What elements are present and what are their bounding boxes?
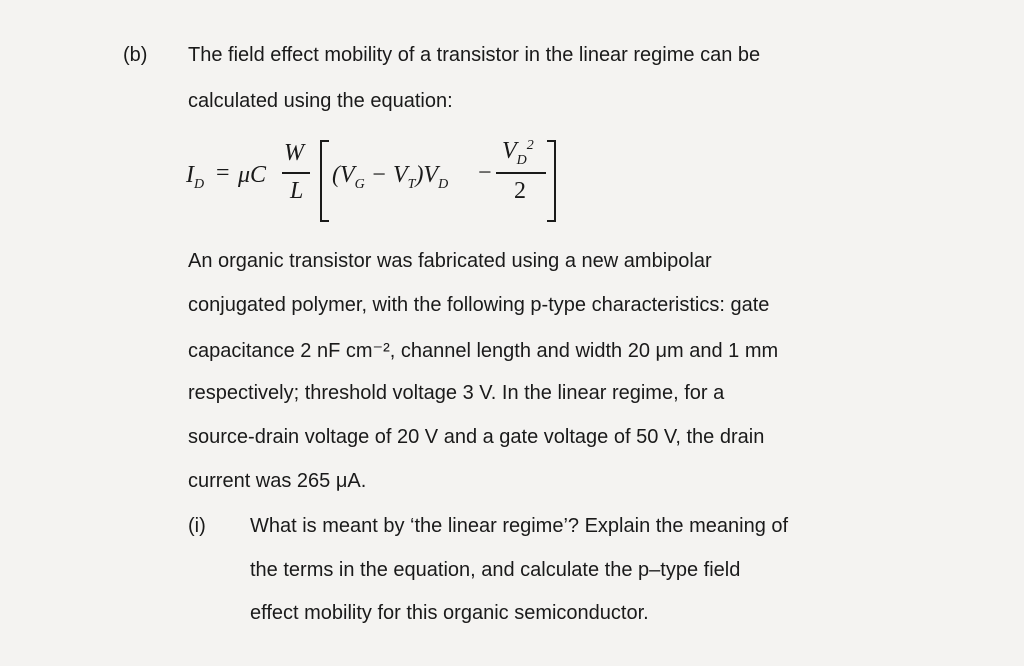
eq-lhs: $I_D$ xyxy=(186,162,205,192)
eq-frac2-denominator: 2 xyxy=(514,178,526,204)
eq-left-bracket-bottom xyxy=(320,220,329,222)
body-line-5: source-drain voltage of 20 V and a gate voltage of 50 V, the drain xyxy=(188,426,765,448)
subquestion-line-3: effect mobility for this organic semiconductor. xyxy=(250,602,649,624)
body-line-4: respectively; threshold voltage 3 V. In the linear regime, for a xyxy=(188,382,725,404)
eq-bracket-term: $(V_G - V_T)V_D$ xyxy=(332,162,449,192)
subquestion-line-2: the terms in the equation, and calculate the p–type field xyxy=(250,559,741,581)
eq-frac-numerator: W xyxy=(284,140,304,166)
body-line-6: current was 265 μA. xyxy=(188,470,367,492)
eq-left-bracket xyxy=(320,140,322,222)
eq-fraction-bar xyxy=(282,172,310,174)
eq-left-bracket-top xyxy=(320,140,329,142)
body-line-3: capacitance 2 nF cm⁻², channel length and width 20 μm and 1 mm xyxy=(188,340,779,362)
eq-fraction2-bar xyxy=(496,172,546,174)
eq-minus: − xyxy=(478,160,492,186)
eq-frac-denominator: L xyxy=(290,178,304,204)
eq-right-bracket-top xyxy=(547,140,556,142)
eq-right-bracket-bottom xyxy=(547,220,556,222)
eq-frac2-numerator: $V_D^2$ xyxy=(502,138,534,168)
drain-current-equation xyxy=(186,136,586,236)
question-label: (b) xyxy=(123,44,148,66)
body-line-2: conjugated polymer, with the following p-type characteristics: gate xyxy=(188,294,770,316)
subquestion-line-1: What is meant by ‘the linear regime’? Explain the meaning of xyxy=(250,515,789,537)
eq-right-bracket xyxy=(554,140,556,222)
eq-coeff: μC xyxy=(238,162,267,188)
subquestion-label: (i) xyxy=(188,515,206,537)
body-line-1: An organic transistor was fabricated using a new ambipolar xyxy=(188,250,712,272)
intro-line-1: The field effect mobility of a transistor in the linear regime can be xyxy=(188,44,761,66)
eq-equals: = xyxy=(216,160,230,186)
intro-line-2: calculated using the equation: xyxy=(188,90,453,112)
